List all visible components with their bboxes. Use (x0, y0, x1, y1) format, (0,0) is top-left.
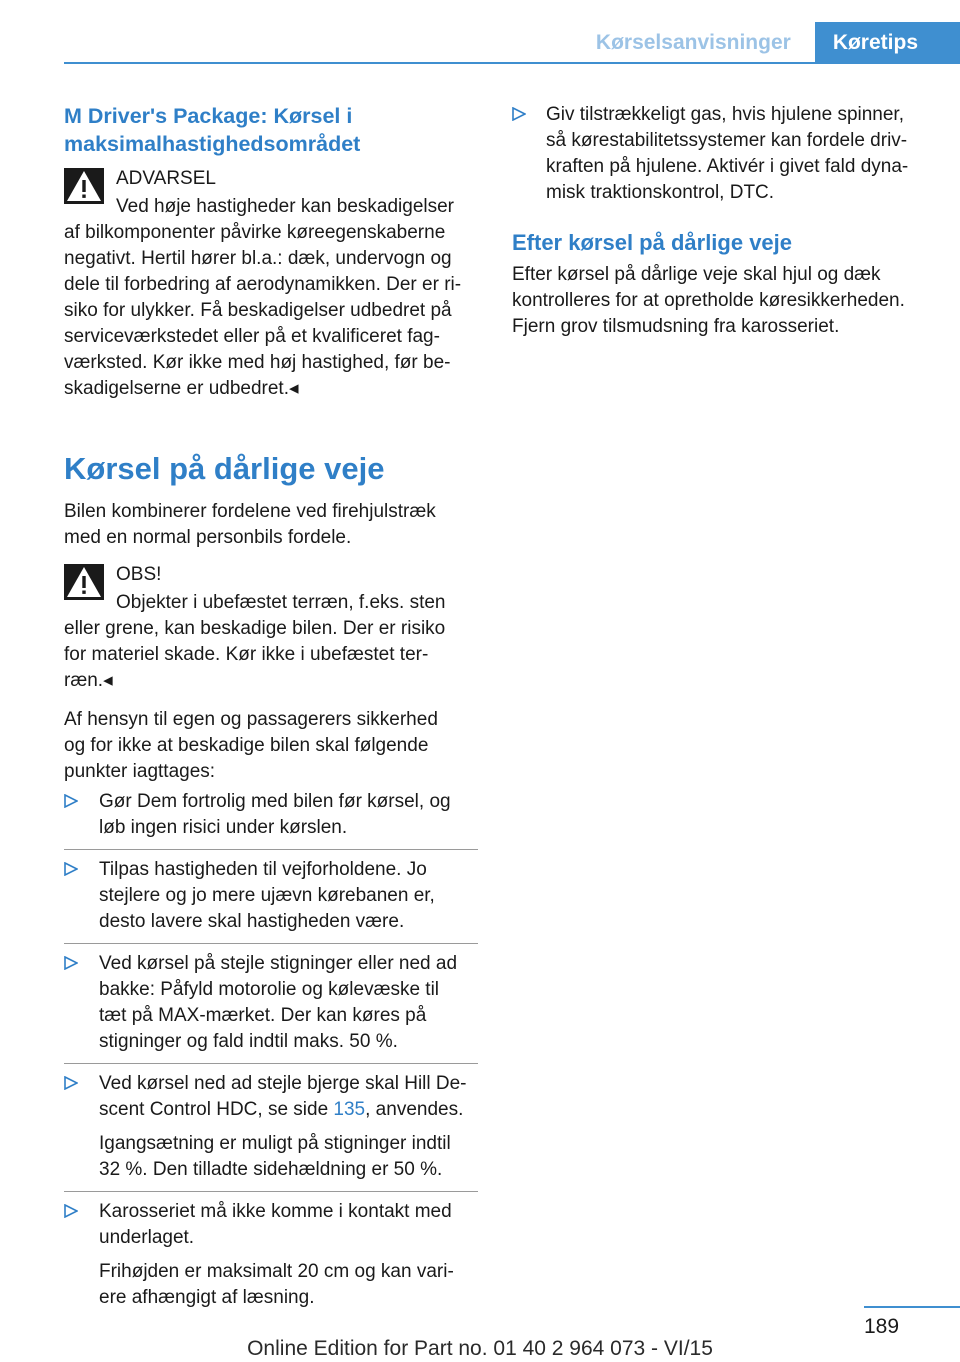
warning-text-line: siko for ulykker. Få beskadigelser udbedret på (64, 300, 452, 321)
triangle-bullet-icon (64, 1204, 78, 1218)
list-item-line: underlaget. (99, 1227, 195, 1248)
list-item-line: Karosseriet må ikke komme i kontakt med (99, 1201, 452, 1222)
list-item-line: Gør Dem fortrolig med bilen før kørsel, og (99, 791, 451, 812)
warning-text-line: af bilkomponenter påvirke køreegenskaberne (64, 222, 446, 243)
safety-paragraph (64, 707, 484, 785)
list-item-line: Ved kørsel på stejle stigninger eller ned ad (99, 953, 458, 974)
list-item-line: Tilpas hastigheden til vejforholdene. Jo (99, 859, 427, 880)
list-item (64, 951, 478, 1055)
list-item-line: Igangsætning er muligt på stigninger indtil (99, 1133, 451, 1154)
list-item (512, 102, 960, 206)
warning-triangle-icon (64, 564, 104, 600)
list-item (64, 857, 478, 935)
triangle-bullet-icon (64, 794, 78, 808)
list-item-line: Giv tilstrækkeligt gas, hvis hjulene spinner, (546, 104, 904, 125)
warning-text-line: ræn.◂ (64, 670, 113, 691)
safety-line: Af hensyn til egen og passagerers sikkerhed (64, 709, 438, 730)
list-item-text: , anvendes. (365, 1099, 464, 1120)
warning-advarsel (64, 166, 484, 402)
intro-paragraph (64, 499, 484, 551)
list-item-line: Frihøjden er maksimalt 20 cm og kan vari- (99, 1261, 454, 1282)
list-item-line: stigninger og fald indtil maks. 50 %. (99, 1031, 398, 1052)
m-package-heading-line1: M Driver's Package: Kørsel i (64, 104, 353, 128)
list-item-line: så kørestabilitetssystemer kan fordele driv- (546, 130, 908, 151)
triangle-bullet-icon (64, 956, 78, 970)
warning-text-line: Objekter i ubefæstet terræn, f.eks. sten (116, 592, 446, 613)
list-divider (64, 943, 478, 944)
warning-text-line: for materiel skade. Kør ikke i ubefæstet ter- (64, 644, 429, 665)
safety-line: punkter iagttages: (64, 761, 216, 782)
paragraph-line: kontrolleres for at opretholde køresikkerheden. (512, 290, 905, 311)
list-item-line: tæt på MAX-mærket. Der kan køres på (99, 1005, 427, 1026)
warning-title: OBS! (116, 564, 162, 585)
warning-text-line: Ved høje hastigheder kan beskadigelser (116, 196, 455, 217)
warning-triangle-icon (64, 168, 104, 204)
list-item-line (99, 1097, 478, 1123)
section-heading-dirt-roads: Kørsel på dårlige veje (64, 451, 385, 486)
triangle-bullet-icon (64, 1076, 78, 1090)
list-divider (64, 849, 478, 850)
list-divider (64, 1191, 478, 1192)
header-divider (64, 62, 960, 64)
page-number: 189 (864, 1315, 900, 1338)
list-item-line: løb ingen risici under kørslen. (99, 817, 348, 838)
list-item-text: scent Control HDC, se side (99, 1099, 334, 1120)
tab-korselsanvisninger[interactable]: Kørselsanvisninger (595, 31, 791, 54)
tab-koretips[interactable]: Køretips (815, 22, 960, 64)
warning-text-line: skadigelserne er udbedret.◂ (64, 378, 299, 399)
list-item-line: misk traktionskontrol, DTC. (546, 182, 775, 203)
list-item-line: 32 %. Den tilladte sidehældning er 50 %. (99, 1159, 443, 1180)
list-item-line: kraften på hjulene. Aktivér i givet fald dyna- (546, 156, 909, 177)
triangle-bullet-icon (64, 862, 78, 876)
precaution-list (64, 789, 478, 1311)
list-item-line: Ved kørsel ned ad stejle bjerge skal Hill De- (99, 1073, 467, 1094)
warning-obs (64, 562, 484, 694)
header-tabs (572, 22, 960, 64)
list-divider (64, 1063, 478, 1064)
list-item-line: ere afhængigt af læsning. (99, 1287, 315, 1308)
warning-title: ADVARSEL (116, 168, 216, 189)
after-paragraph (512, 262, 942, 340)
intro-line: Bilen kombinerer fordelene ved firehjulstræk (64, 501, 436, 522)
warning-text-line: dele til forbedring af aerodynamikken. Der er ri- (64, 274, 462, 295)
list-item (64, 1199, 478, 1311)
list-item-line: desto lavere skal hastigheden være. (99, 911, 405, 932)
list-item (64, 789, 478, 841)
warning-text-line: eller grene, kan beskadige bilen. Der er risiko (64, 618, 446, 639)
section-heading-after-dirt-roads: Efter kørsel på dårlige veje (512, 230, 793, 255)
triangle-bullet-icon (512, 107, 526, 121)
list-item (64, 1071, 478, 1183)
page-reference-link[interactable]: 135 (333, 1099, 366, 1120)
footer-edition: Online Edition for Part no. 01 40 2 964 073 - VI/15 (247, 1337, 713, 1360)
intro-line: med en normal personbils fordele. (64, 527, 352, 548)
list-item-line: stejlere og jo mere ujævn kørebanen er, (99, 885, 435, 906)
warning-text-line: serviceværkstedet eller på et kvalificeret fag- (64, 326, 440, 347)
page-number-divider (864, 1306, 960, 1308)
warning-text-line: værksted. Kør ikke med høj hastighed, før be- (64, 352, 451, 373)
list-item-line: bakke: Påfyld motorolie og kølevæske til (99, 979, 440, 1000)
paragraph-line: Fjern grov tilsmudsning fra karosseriet. (512, 316, 840, 337)
m-package-heading-line2: maksimalhastighedsområdet (64, 132, 361, 156)
safety-line: og for ikke at beskadige bilen skal følgende (64, 735, 429, 756)
warning-text-line: negativt. Hertil hører bl.a.: dæk, undervogn og (64, 248, 452, 269)
paragraph-line: Efter kørsel på dårlige veje skal hjul og dæk (512, 264, 881, 285)
